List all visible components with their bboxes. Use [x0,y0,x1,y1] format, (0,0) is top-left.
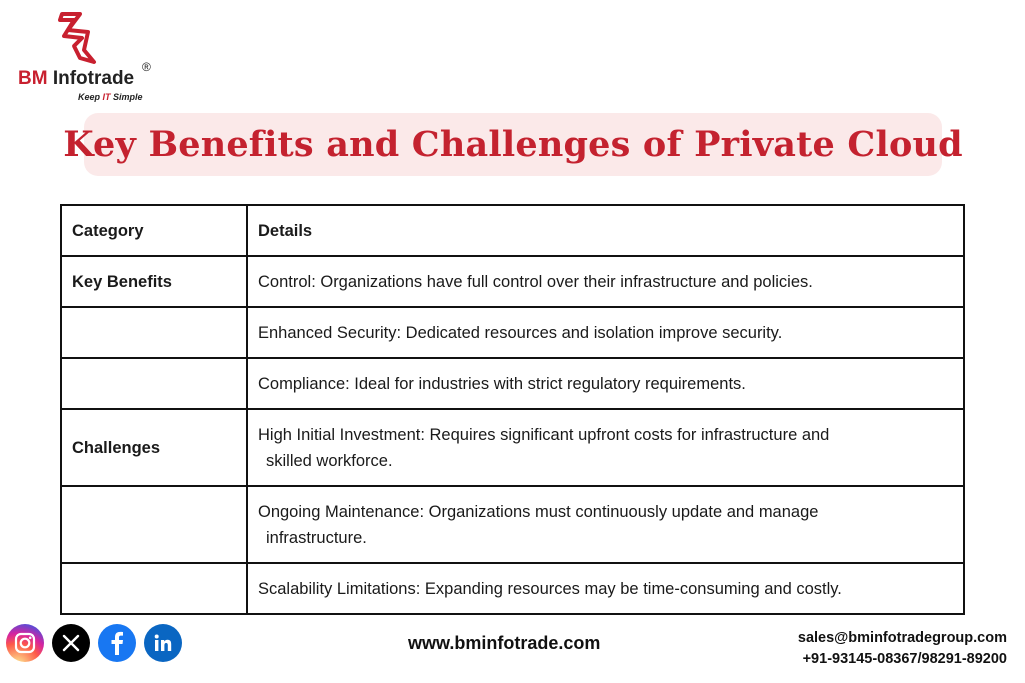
page-title: Key Benefits and Challenges of Private Cloud [63,124,963,165]
table-row [61,563,964,614]
brand-name: BM Infotrade [18,68,135,89]
table-row [61,358,964,409]
row-category [61,307,247,358]
benefits-challenges-table [60,204,965,615]
row-category: Key Benefits [61,256,247,307]
row-detail: Control: Organizations have full control over their infrastructure and policies. [247,256,964,307]
row-detail: Compliance: Ideal for industries with strict regulatory requirements. [247,358,964,409]
table-header-row [61,205,964,256]
row-category [61,358,247,409]
table-row [61,409,964,486]
contact-info [798,628,1007,670]
registered-mark: ® [142,60,151,74]
email-link[interactable]: sales@bminfotradegroup.com [797,630,1007,646]
table-row [61,307,964,358]
row-detail: Ongoing Maintenance: Organizations must continuously update and manage infrastructure. [247,486,964,563]
title-banner [63,113,963,176]
brand-logo [14,10,164,100]
facebook-icon[interactable] [98,624,136,662]
header-category: Category [61,205,247,256]
row-detail: Enhanced Security: Dedicated resources and isolation improve security. [247,307,964,358]
phone-number: +91-93145-08367/98291-89200 [802,651,1007,667]
instagram-icon[interactable] [6,624,44,662]
brand-tagline: Keep IT Simple [78,92,143,102]
x-icon[interactable] [52,624,90,662]
header-details: Details [247,205,964,256]
social-links [6,624,182,662]
table-row [61,486,964,563]
row-detail: High Initial Investment: Requires significant upfront costs for infrastructure and skilled workforce. [247,409,964,486]
row-category [61,563,247,614]
website-link[interactable]: www.bminfotrade.com [408,633,601,653]
bm-logo-mark-icon [54,10,102,68]
row-detail: Scalability Limitations: Expanding resources may be time-consuming and costly. [247,563,964,614]
table-row [61,256,964,307]
row-category: Challenges [61,409,247,486]
linkedin-icon[interactable] [144,624,182,662]
row-category [61,486,247,563]
